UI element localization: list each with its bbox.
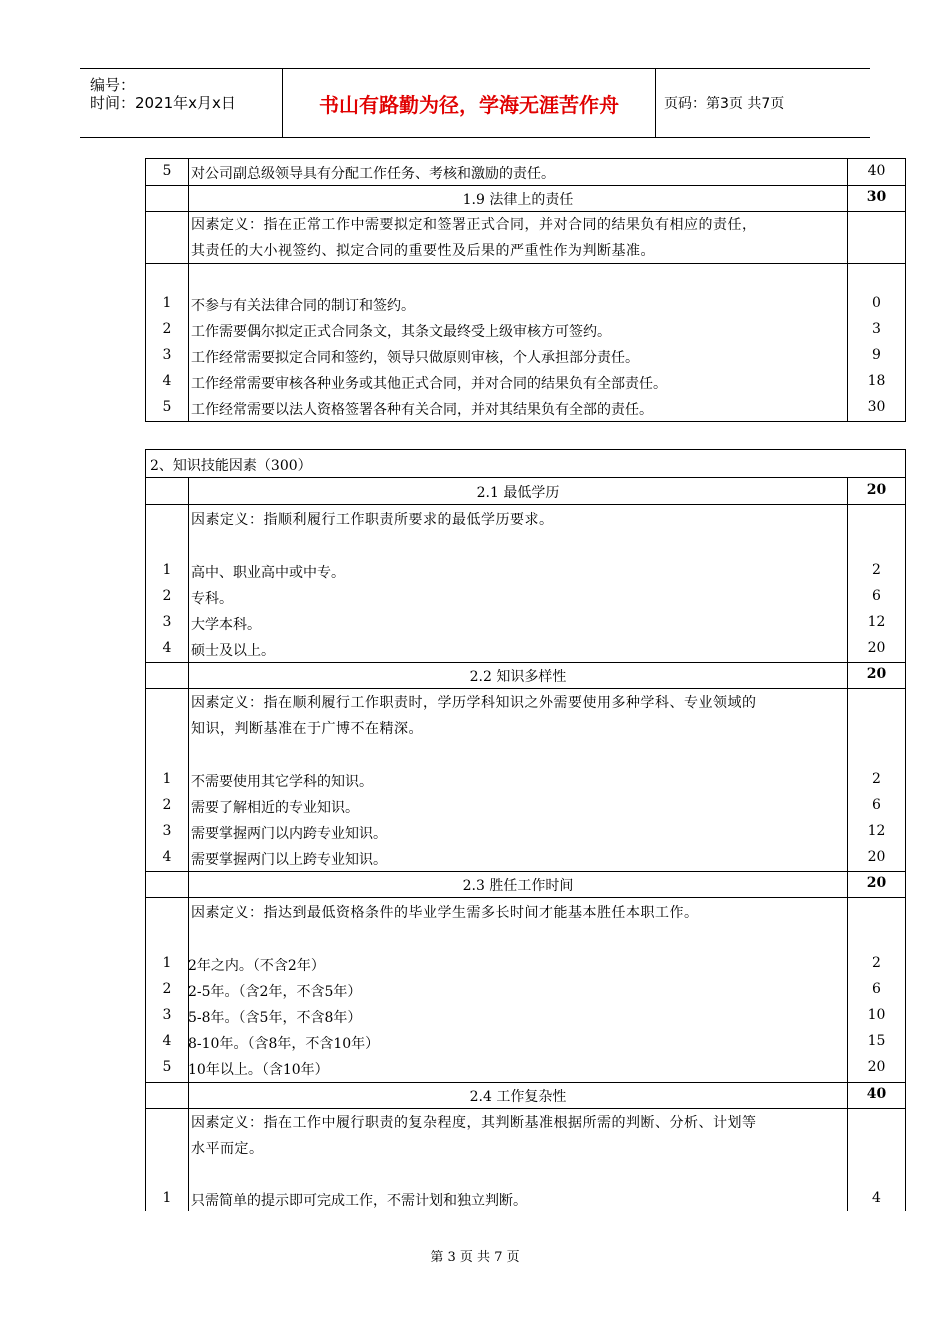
row-text: 8-10年。（含8年，不含10年）	[188, 1036, 380, 1052]
row-number: 4	[162, 373, 172, 389]
row-value: 20	[867, 849, 886, 865]
section-title: 2.1 最低学历	[476, 485, 560, 501]
row-text: 高中、职业高中或中专。	[191, 565, 345, 581]
row-text: 工作经常需要以法人资格签署各种有关合同，并对其结果负有全部的责任。	[191, 402, 653, 418]
row-text: 2-5年。（含2年，不含5年）	[188, 984, 362, 1000]
row-text: 需要掌握两门以内跨专业知识。	[191, 826, 387, 842]
row-value: 20	[867, 640, 886, 656]
row-value: 2	[872, 955, 881, 971]
section-score: 20	[866, 482, 887, 498]
row-number: 1	[162, 562, 172, 578]
row-number: 2	[162, 588, 172, 604]
row-number: 4	[162, 849, 172, 865]
page-footer: 第 3 页 共 7 页	[430, 1250, 520, 1265]
knowledge-skill-table	[145, 449, 906, 1211]
section-score: 30	[866, 189, 887, 205]
row-number: 2	[162, 797, 172, 813]
definition-line: 因素定义：指在顺利履行工作职责时，学历学科知识之外需要使用多种学科、专业领域的	[191, 695, 757, 711]
row-value: 9	[872, 347, 881, 363]
document-date: 时间：2021年x月x日	[90, 94, 236, 112]
row-value: 10	[867, 1007, 886, 1023]
header-page-info: 页码：第3页 共7页	[664, 96, 785, 112]
row-text: 大学本科。	[191, 617, 261, 633]
definition-line: 水平而定。	[191, 1141, 264, 1157]
section-title: 1.9 法律上的责任	[462, 192, 574, 208]
row-text: 2年之内。（不含2年）	[188, 958, 325, 974]
table-title-text: 2、知识技能因素（300）	[150, 458, 312, 474]
section-title: 2.2 知识多样性	[469, 669, 567, 685]
section-score: 20	[866, 875, 887, 891]
row-number: 5	[162, 163, 172, 179]
row-number: 3	[162, 823, 172, 839]
row-number: 4	[162, 640, 172, 656]
row-number: 2	[162, 981, 172, 997]
row-value: 2	[872, 771, 881, 787]
legal-responsibility-table	[145, 158, 906, 422]
section-score: 20	[866, 666, 887, 682]
row-text: 5-8年。（含5年，不含8年）	[188, 1010, 362, 1026]
row-value: 12	[867, 823, 886, 839]
row-text: 只需简单的提示即可完成工作，不需计划和独立判断。	[191, 1193, 527, 1209]
row-text: 工作经常需要拟定合同和签约，领导只做原则审核，个人承担部分责任。	[191, 350, 639, 366]
row-text: 10年以上。（含10年）	[188, 1062, 329, 1078]
row-text: 对公司副总级领导具有分配工作任务、考核和激励的责任。	[191, 166, 555, 182]
row-number: 1	[162, 771, 172, 787]
row-text: 需要了解相近的专业知识。	[191, 800, 359, 816]
definition-line: 因素定义：指在正常工作中需要拟定和签署正式合同，并对合同的结果负有相应的责任，	[191, 217, 757, 233]
row-value: 18	[867, 373, 886, 389]
row-text: 专科。	[191, 591, 233, 607]
row-value: 6	[872, 588, 881, 604]
row-value: 40	[867, 163, 886, 179]
row-value: 15	[867, 1033, 886, 1049]
header-meta	[80, 69, 283, 137]
row-text: 需要掌握两门以上跨专业知识。	[191, 852, 387, 868]
row-value: 20	[867, 1059, 886, 1075]
page-header	[80, 68, 870, 138]
row-value: 30	[867, 399, 886, 415]
row-text: 不需要使用其它学科的知识。	[191, 774, 373, 790]
row-value: 4	[872, 1190, 881, 1206]
row-number: 4	[162, 1033, 172, 1049]
row-number: 2	[162, 321, 172, 337]
definition-line: 因素定义：指达到最低资格条件的毕业学生需多长时间才能基本胜任本职工作。	[191, 905, 699, 921]
row-value: 3	[872, 321, 881, 337]
row-text: 工作经常需要审核各种业务或其他正式合同，并对合同的结果负有全部责任。	[191, 376, 667, 392]
header-motto: 书山有路勤为径，学海无涯苦作舟	[283, 69, 656, 137]
row-text: 硕士及以上。	[191, 643, 275, 659]
row-text: 不参与有关法律合同的制订和签约。	[191, 298, 415, 314]
section-title: 2.3 胜任工作时间	[462, 878, 574, 894]
row-number: 5	[162, 399, 172, 415]
row-number: 1	[162, 295, 172, 311]
row-number: 1	[162, 1190, 172, 1206]
row-number: 1	[162, 955, 172, 971]
definition-line: 因素定义：指在工作中履行职责的复杂程度，其判断基准根据所需的判断、分析、计划等	[191, 1115, 757, 1131]
row-value: 12	[867, 614, 886, 630]
definition-line: 其责任的大小视签约、拟定合同的重要性及后果的严重性作为判断基准。	[191, 243, 655, 259]
document-number-label: 编号：	[90, 76, 136, 94]
row-number: 3	[162, 614, 172, 630]
definition-line: 知识，判断基准在于广博不在精深。	[191, 721, 423, 737]
section-score: 40	[866, 1086, 887, 1102]
definition-line: 因素定义：指顺利履行工作职责所要求的最低学历要求。	[191, 512, 554, 528]
row-number: 3	[162, 1007, 172, 1023]
row-text: 工作需要偶尔拟定正式合同条文，其条文最终受上级审核方可签约。	[191, 324, 611, 340]
row-value: 2	[872, 562, 881, 578]
row-number: 5	[162, 1059, 172, 1075]
row-value: 6	[872, 981, 881, 997]
row-value: 6	[872, 797, 881, 813]
section-title: 2.4 工作复杂性	[469, 1089, 567, 1105]
row-value: 0	[872, 295, 881, 311]
row-number: 3	[162, 347, 172, 363]
